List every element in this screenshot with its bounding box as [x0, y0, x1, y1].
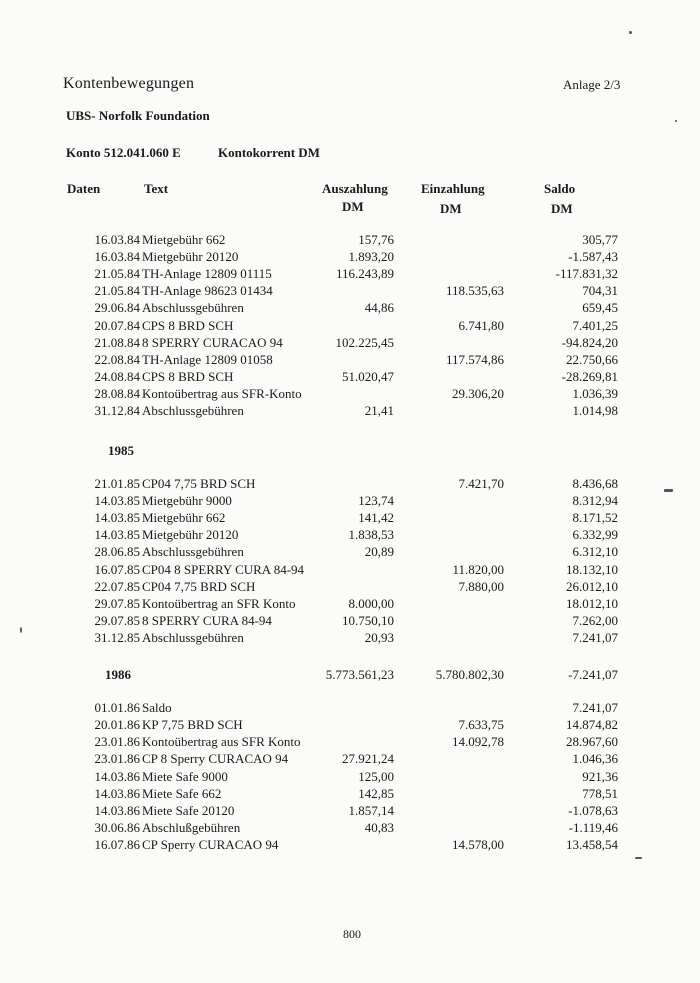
row-text: Abschlussgebühren — [142, 300, 244, 316]
row-text: CP Sperry CURACAO 94 — [142, 837, 279, 853]
row-text: Kontoübertrag aus SFR Konto — [142, 734, 301, 750]
column-header-date: Daten — [67, 181, 101, 196]
row-date: 21.05.84 — [94, 283, 140, 299]
row-saldo: -28.269,81 — [561, 368, 618, 384]
row-date: 16.03.84 — [94, 232, 140, 247]
row-saldo: -94.824,20 — [561, 334, 618, 350]
column-header-auszahlung-unit: DM — [342, 199, 364, 214]
row-saldo: 22.750,66 — [566, 351, 618, 367]
row-saldo: 1.014,98 — [572, 403, 618, 418]
table-row — [0, 232, 700, 249]
row-text: Miete Safe 662 — [142, 785, 222, 801]
row-auszahlung: 141,42 — [358, 510, 394, 526]
summary-auszahlung: 5.773.561,23 — [325, 667, 394, 682]
row-einzahlung: 118.535,63 — [445, 283, 504, 299]
table-row — [0, 403, 700, 420]
table-row — [0, 476, 700, 493]
row-date: 31.12.85 — [94, 629, 140, 645]
row-date: 16.07.86 — [94, 837, 140, 853]
row-auszahlung: 1.838,53 — [348, 527, 394, 543]
row-einzahlung: 117.574,86 — [445, 351, 504, 367]
row-text: KP 7,75 BRD SCH — [142, 717, 243, 733]
table-row — [0, 318, 700, 335]
row-einzahlung: 7.421,70 — [458, 476, 504, 491]
row-auszahlung: 51.020,47 — [342, 368, 394, 384]
row-text: Mietgebühr 662 — [142, 232, 226, 247]
row-date: 20.01.86 — [94, 717, 140, 733]
table-row — [0, 579, 700, 596]
row-date: 14.03.85 — [94, 493, 140, 509]
row-saldo: 1.046,36 — [572, 751, 618, 767]
row-saldo: 305,77 — [582, 232, 618, 247]
account-type: Kontokorrent DM — [218, 145, 320, 160]
row-auszahlung: 10.750,10 — [342, 612, 394, 628]
table-row — [0, 717, 700, 734]
row-text: Miete Safe 9000 — [142, 768, 228, 784]
row-auszahlung: 1.857,14 — [348, 802, 394, 818]
row-auszahlung: 142,85 — [358, 785, 394, 801]
table-row — [0, 837, 700, 854]
table-row — [0, 300, 700, 317]
table-row — [0, 751, 700, 768]
row-text: Abschlussgebühren — [142, 629, 244, 645]
row-date: 29.07.85 — [94, 595, 140, 611]
row-date: 21.05.84 — [94, 266, 140, 282]
table-row — [0, 700, 700, 717]
table-row — [0, 786, 700, 803]
table-row — [0, 283, 700, 300]
table-row — [0, 820, 700, 837]
row-saldo: 6.332,99 — [572, 527, 618, 543]
row-auszahlung: 116.243,89 — [335, 266, 394, 282]
row-auszahlung: 8.000,00 — [348, 595, 394, 611]
row-saldo: 6.312,10 — [572, 544, 618, 560]
summary-einzahlung: 5.780.802,30 — [435, 667, 504, 682]
table-row — [0, 562, 700, 579]
summary-saldo: -7.241,07 — [568, 667, 618, 682]
row-auszahlung: 125,00 — [358, 768, 394, 784]
row-date: 31.12.84 — [94, 403, 140, 418]
row-date: 24.08.84 — [94, 368, 140, 384]
table-row — [0, 249, 700, 266]
row-einzahlung: 14.092,78 — [452, 734, 504, 750]
row-saldo: 7.401,25 — [572, 317, 618, 333]
scan-mark — [629, 31, 632, 34]
page-number: 800 — [343, 927, 361, 941]
row-date: 22.07.85 — [94, 578, 140, 594]
row-saldo: -117.831,32 — [555, 266, 618, 282]
table-row — [0, 630, 700, 647]
row-saldo: 14.874,82 — [566, 717, 618, 733]
page-title: Kontenbewegungen — [63, 75, 195, 92]
row-date: 30.06.86 — [94, 820, 140, 836]
row-date: 29.07.85 — [94, 612, 140, 628]
column-header-einzahlung: Einzahlung — [421, 181, 485, 196]
row-date: 14.03.85 — [94, 527, 140, 543]
row-saldo: 1.036,39 — [572, 385, 618, 401]
table-row — [0, 613, 700, 630]
table-row — [0, 510, 700, 527]
row-saldo: 778,51 — [582, 785, 618, 801]
table-row — [0, 386, 700, 403]
row-date: 14.03.86 — [94, 768, 140, 784]
table-row — [0, 493, 700, 510]
row-saldo: 659,45 — [582, 300, 618, 316]
scan-mark — [664, 489, 673, 492]
row-text: CPS 8 BRD SCH — [142, 368, 234, 384]
row-auszahlung: 102.225,45 — [335, 334, 394, 350]
column-header-text: Text — [144, 181, 169, 196]
row-text: Abschlussgebühren — [142, 544, 244, 560]
scan-mark — [20, 627, 22, 633]
row-text: Mietgebühr 20120 — [142, 249, 239, 265]
row-saldo: -1.119,46 — [568, 820, 618, 836]
row-date: 14.03.86 — [94, 802, 140, 818]
table-row — [0, 352, 700, 369]
row-text: Abschlußgebühren — [142, 820, 241, 836]
row-auszahlung: 1.893,20 — [348, 249, 394, 265]
table-row — [0, 803, 700, 820]
column-header-saldo: Saldo — [544, 181, 576, 196]
row-date: 14.03.85 — [94, 510, 140, 526]
column-header-auszahlung: Auszahlung — [322, 181, 388, 196]
table-row — [0, 544, 700, 561]
account-number: Konto 512.041.060 E — [66, 145, 181, 160]
row-date: 16.07.85 — [94, 561, 140, 577]
row-text: TH-Anlage 12809 01115 — [142, 266, 272, 282]
row-text: Saldo — [142, 700, 172, 715]
table-row — [0, 369, 700, 386]
row-date: 14.03.86 — [94, 785, 140, 801]
row-text: 8 SPERRY CURACAO 94 — [142, 334, 283, 350]
row-text: Mietgebühr 20120 — [142, 527, 239, 543]
row-text: Kontoübertrag an SFR Konto — [142, 595, 296, 611]
row-text: CPS 8 BRD SCH — [142, 317, 234, 333]
scan-mark — [635, 857, 642, 859]
row-saldo: -1.587,43 — [568, 249, 618, 265]
table-row — [0, 266, 700, 283]
row-einzahlung: 29.306,20 — [452, 385, 504, 401]
row-saldo: 704,31 — [582, 283, 618, 299]
row-saldo: 18.012,10 — [566, 595, 618, 611]
row-saldo: 18.132,10 — [566, 561, 618, 577]
row-einzahlung: 11.820,00 — [452, 561, 504, 577]
year-heading-1985: 1985 — [108, 443, 134, 458]
row-date: 16.03.84 — [94, 249, 140, 265]
row-text: Abschlussgebühren — [142, 403, 244, 418]
column-header-saldo-unit: DM — [551, 201, 573, 216]
row-date: 29.06.84 — [94, 300, 140, 316]
row-text: TH-Anlage 98623 01434 — [142, 283, 273, 299]
row-text: CP04 7,75 BRD SCH — [142, 476, 256, 491]
row-auszahlung: 123,74 — [358, 493, 394, 509]
table-row — [0, 527, 700, 544]
row-date: 21.08.84 — [94, 334, 140, 350]
row-auszahlung: 44,86 — [364, 300, 394, 316]
row-saldo: 7.241,07 — [572, 629, 618, 645]
row-date: 20.07.84 — [94, 317, 140, 333]
row-text: TH-Anlage 12809 01058 — [142, 351, 273, 367]
row-saldo: 8.312,94 — [572, 493, 618, 509]
row-date: 01.01.86 — [94, 700, 140, 715]
row-auszahlung: 40,83 — [364, 820, 394, 836]
row-text: CP 8 Sperry CURACAO 94 — [142, 751, 289, 767]
foundation-name: UBS- Norfolk Foundation — [66, 108, 210, 123]
row-saldo: 13.458,54 — [566, 837, 618, 853]
row-saldo: 7.241,07 — [572, 700, 618, 715]
row-einzahlung: 6.741,80 — [458, 317, 504, 333]
row-text: Miete Safe 20120 — [142, 802, 235, 818]
row-auszahlung: 27.921,24 — [342, 751, 394, 767]
row-saldo: 921,36 — [582, 768, 618, 784]
row-auszahlung: 157,76 — [358, 232, 394, 247]
table-row — [0, 335, 700, 352]
row-date: 23.01.86 — [94, 751, 140, 767]
row-einzahlung: 7.633,75 — [458, 717, 504, 733]
row-einzahlung: 14.578,00 — [452, 837, 504, 853]
table-row — [0, 734, 700, 751]
row-einzahlung: 7.880,00 — [458, 578, 504, 594]
row-date: 28.08.84 — [94, 385, 140, 401]
attachment-label: Anlage 2/3 — [563, 77, 621, 92]
table-row — [0, 596, 700, 613]
row-saldo: 26.012,10 — [566, 578, 618, 594]
row-text: Kontoübertrag aus SFR-Konto — [142, 385, 302, 401]
row-date: 21.01.85 — [94, 476, 140, 491]
row-date: 28.06.85 — [94, 544, 140, 560]
row-text: CP04 7,75 BRD SCH — [142, 578, 256, 594]
row-text: Mietgebühr 662 — [142, 510, 226, 526]
scan-mark — [675, 120, 677, 122]
row-saldo: 28.967,60 — [566, 734, 618, 750]
row-date: 23.01.86 — [94, 734, 140, 750]
row-date: 22.08.84 — [94, 351, 140, 367]
row-saldo: 7.262,00 — [572, 612, 618, 628]
row-text: CP04 8 SPERRY CURA 84-94 — [142, 561, 305, 577]
year-heading-1986: 1986 — [105, 667, 131, 682]
row-auszahlung: 20,93 — [364, 629, 394, 645]
column-header-einzahlung-unit: DM — [440, 201, 462, 216]
row-text: 8 SPERRY CURA 84-94 — [142, 612, 272, 628]
row-auszahlung: 21,41 — [364, 403, 394, 418]
table-row — [0, 769, 700, 786]
row-saldo: -1.078,63 — [568, 802, 618, 818]
row-saldo: 8.171,52 — [572, 510, 618, 526]
row-saldo: 8.436,68 — [572, 476, 618, 491]
row-text: Mietgebühr 9000 — [142, 493, 232, 509]
row-auszahlung: 20,89 — [364, 544, 394, 560]
